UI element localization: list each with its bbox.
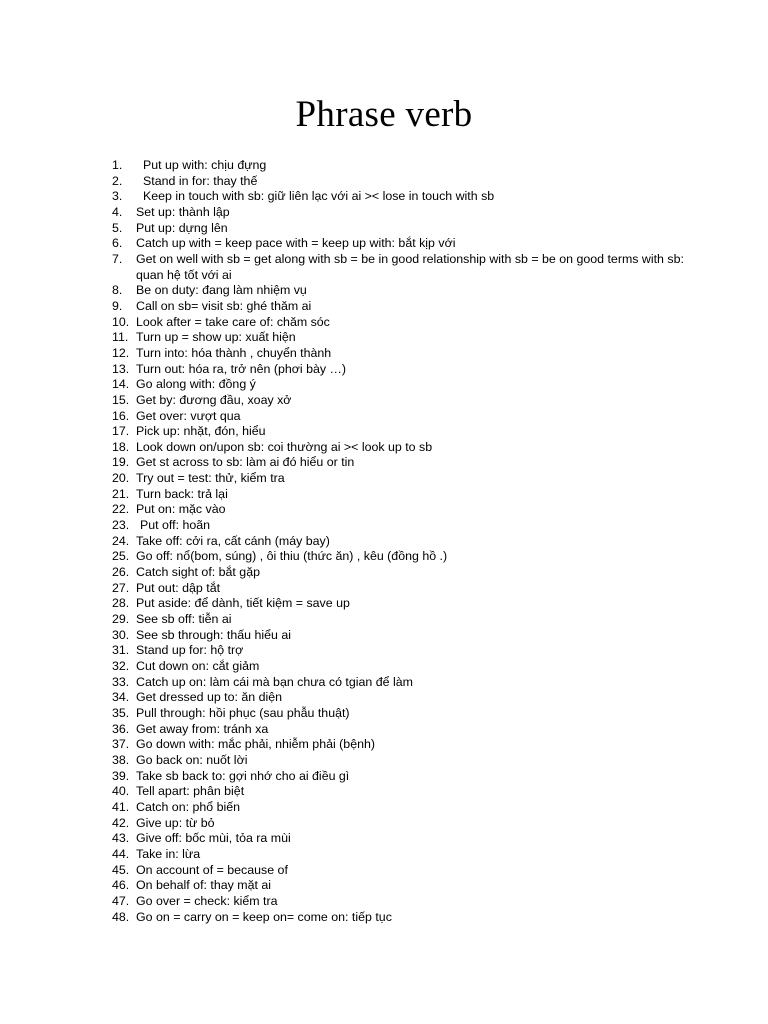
list-item-number: 21.	[112, 486, 130, 501]
list-item	[112, 409, 712, 425]
list-item-text: Turn out: hóa ra, trở nên (phơi bày …)	[136, 361, 347, 376]
list-item-number: 29.	[112, 612, 130, 627]
list-item	[112, 863, 712, 879]
list-item-number: 10.	[112, 314, 130, 329]
list-item-text: Look down on/upon sb: coi thường ai >< look up to sb	[136, 439, 433, 454]
list-item	[112, 158, 712, 174]
list-item	[112, 565, 712, 581]
list-item-number: 24.	[112, 533, 130, 548]
list-item-text: Stand in for: thay thế	[143, 173, 258, 188]
list-item	[112, 643, 712, 659]
list-item	[112, 847, 712, 863]
list-item-number: 15.	[112, 392, 130, 407]
list-item-text: Turn into: hóa thành , chuyển thành	[136, 345, 332, 360]
list-item-text: Go down with: mắc phải, nhiễm phải (bệnh)	[136, 737, 375, 752]
list-item-text: Set up: thành lập	[136, 204, 230, 219]
list-item	[112, 471, 712, 487]
list-item	[112, 737, 712, 753]
list-item-number: 32.	[112, 659, 130, 673]
list-item-number: 7.	[112, 251, 123, 266]
list-item-number: 12.	[112, 345, 130, 360]
list-item-number: 33.	[112, 674, 130, 689]
list-item-number: 13.	[112, 361, 130, 376]
list-item-text: Turn up = show up: xuất hiện	[136, 330, 296, 345]
list-item	[112, 440, 712, 456]
list-item-text: Call on sb= visit sb: ghé thăm ai	[136, 298, 312, 313]
list-item-text: Turn back: trả lại	[136, 486, 228, 501]
list-item	[112, 690, 712, 706]
list-item-number: 27.	[112, 580, 130, 595]
list-item	[112, 330, 712, 346]
list-item-text: Get st across to sb: làm ai đó hiểu or tin	[136, 455, 355, 470]
list-item-text: Take off: cởi ra, cất cánh (máy bay)	[136, 533, 330, 548]
list-item-number: 35.	[112, 705, 130, 720]
list-item-number: 37.	[112, 737, 130, 752]
list-item-number: 18.	[112, 439, 130, 454]
list-item	[112, 315, 712, 331]
list-item-number: 1.	[112, 158, 123, 172]
list-item	[112, 612, 712, 628]
list-item	[112, 393, 712, 409]
list-item-number: 14.	[112, 377, 130, 392]
list-item	[112, 910, 712, 926]
list-item-number: 11.	[112, 330, 129, 345]
list-item-text: Go over = check: kiểm tra	[136, 893, 278, 908]
list-item-number: 38.	[112, 752, 130, 767]
list-item-text: On behalf of: thay mặt ai	[136, 878, 271, 893]
list-item	[112, 769, 712, 785]
list-item	[112, 628, 712, 644]
list-item-number: 47.	[112, 893, 130, 908]
list-item	[112, 283, 712, 299]
page-title: Phrase verb	[295, 94, 473, 135]
list-item	[112, 518, 712, 534]
list-item-number: 26.	[112, 565, 130, 580]
list-item-text: Catch sight of: bắt gặp	[136, 565, 260, 580]
list-item	[112, 174, 712, 190]
list-item-text: Get on well with sb = get along with sb = be in good relationship with sb = be on good terms with sb: quan hệ tốt với ai	[136, 251, 684, 282]
list-item-number: 46.	[112, 878, 130, 893]
list-item-number: 36.	[112, 721, 130, 736]
list-item	[112, 502, 712, 518]
list-item-text: Pick up: nhặt, đón, hiểu	[136, 424, 266, 439]
list-item-text: On account of = because of	[136, 862, 288, 877]
list-item	[112, 722, 712, 738]
list-item	[112, 581, 712, 597]
list-item-text: Go on = carry on = keep on= come on: tiếp tục	[136, 909, 392, 924]
list-item	[112, 424, 712, 440]
list-item	[112, 549, 712, 565]
list-item-text: See sb through: thấu hiểu ai	[136, 627, 291, 642]
list-item-text: See sb off: tiễn ai	[136, 612, 232, 627]
list-item-number: 2.	[112, 173, 123, 188]
list-item	[112, 205, 712, 221]
list-item	[112, 675, 712, 691]
list-item-text: Take sb back to: gợi nhớ cho ai điều gì	[136, 768, 350, 783]
list-item-text: Pull through: hồi phục (sau phẫu thuật)	[136, 705, 350, 720]
list-item	[112, 534, 712, 550]
list-item-number: 34.	[112, 690, 130, 705]
list-item-text: Look after = take care of: chăm sóc	[136, 314, 330, 329]
list-item-text: Cut down on: cắt giảm	[136, 659, 260, 673]
list-item-number: 23.	[112, 518, 130, 533]
list-item	[112, 800, 712, 816]
list-item-number: 42.	[112, 815, 130, 830]
list-item	[112, 596, 712, 612]
list-item	[112, 878, 712, 894]
list-item-text: Put aside: để dành, tiết kiệm = save up	[136, 596, 350, 611]
list-item-number: 28.	[112, 596, 130, 611]
list-item-number: 39.	[112, 768, 130, 783]
list-item	[112, 189, 712, 205]
list-item-number: 4.	[112, 204, 123, 219]
list-item-text: Put up with: chịu đựng	[143, 158, 267, 172]
list-item	[112, 753, 712, 769]
list-item	[112, 299, 712, 315]
list-item-text: Get by: đương đầu, xoay xở	[136, 392, 292, 407]
list-item-text: Tell apart: phân biệt	[136, 784, 245, 799]
list-item-text: Give up: từ bỏ	[136, 815, 215, 830]
list-item	[112, 362, 712, 378]
list-item-number: 41.	[112, 799, 130, 814]
list-item-number: 5.	[112, 220, 123, 235]
list-item-number: 31.	[112, 643, 130, 658]
list-item-text: Get over: vượt qua	[136, 408, 241, 423]
list-item-text: Go back on: nuốt lời	[136, 752, 248, 767]
list-item	[112, 377, 712, 393]
phrase-verb-list	[112, 158, 712, 925]
list-item-text: Be on duty: đang làm nhiệm vụ	[136, 283, 307, 298]
list-item-text: Try out = test: thử, kiểm tra	[136, 471, 285, 486]
list-item-text: Get dressed up to: ăn diện	[136, 690, 283, 705]
list-item	[112, 894, 712, 910]
list-item-text: Catch up with = keep pace with = keep up with: bắt kịp với	[136, 236, 456, 251]
list-item-number: 6.	[112, 236, 123, 251]
list-item-text: Put off: hoãn	[140, 518, 211, 533]
list-item	[112, 252, 712, 283]
list-item	[112, 221, 712, 237]
list-item-text: Catch on: phổ biến	[136, 799, 241, 814]
list-item-number: 16.	[112, 408, 130, 423]
list-item-number: 20.	[112, 471, 130, 486]
list-item-number: 9.	[112, 298, 123, 313]
list-item-number: 17.	[112, 424, 130, 439]
list-item-text: Put out: dập tắt	[136, 580, 221, 595]
list-item-text: Take in: lừa	[136, 846, 201, 861]
list-item-text: Stand up for: hộ trợ	[136, 643, 244, 658]
list-item	[112, 346, 712, 362]
list-item-number: 48.	[112, 909, 130, 924]
list-item-number: 45.	[112, 862, 130, 877]
list-item-text: Put up: dựng lên	[136, 220, 228, 235]
list-item-number: 22.	[112, 502, 130, 517]
list-item	[112, 236, 712, 252]
list-item-number: 43.	[112, 831, 130, 846]
list-item-text: Go along with: đồng ý	[136, 377, 256, 392]
list-item	[112, 831, 712, 847]
list-item-number: 44.	[112, 846, 130, 861]
list-item	[112, 659, 712, 675]
list-item	[112, 487, 712, 503]
list-item-number: 8.	[112, 283, 123, 298]
list-item	[112, 816, 712, 832]
list-item	[112, 706, 712, 722]
list-item-text: Go off: nổ(bom, súng) , ôi thiu (thức ăn) , kêu (đồng hồ .)	[136, 549, 448, 564]
list-item-text: Get away from: tránh xa	[136, 721, 269, 736]
list-item-number: 19.	[112, 455, 130, 470]
list-item-text: Give off: bốc mùi, tỏa ra mùi	[136, 831, 291, 846]
list-item-number: 40.	[112, 784, 130, 799]
list-item-number: 30.	[112, 627, 130, 642]
list-item-text: Catch up on: làm cái mà bạn chưa có tgian để làm	[136, 674, 413, 689]
list-item-number: 25.	[112, 549, 130, 564]
list-item-number: 3.	[112, 189, 123, 204]
list-item	[112, 784, 712, 800]
list-item-text: Put on: mặc vào	[136, 502, 226, 517]
list-item	[112, 455, 712, 471]
list-item-text: Keep in touch with sb: giữ liên lạc với ai >< lose in touch with sb	[143, 189, 495, 204]
